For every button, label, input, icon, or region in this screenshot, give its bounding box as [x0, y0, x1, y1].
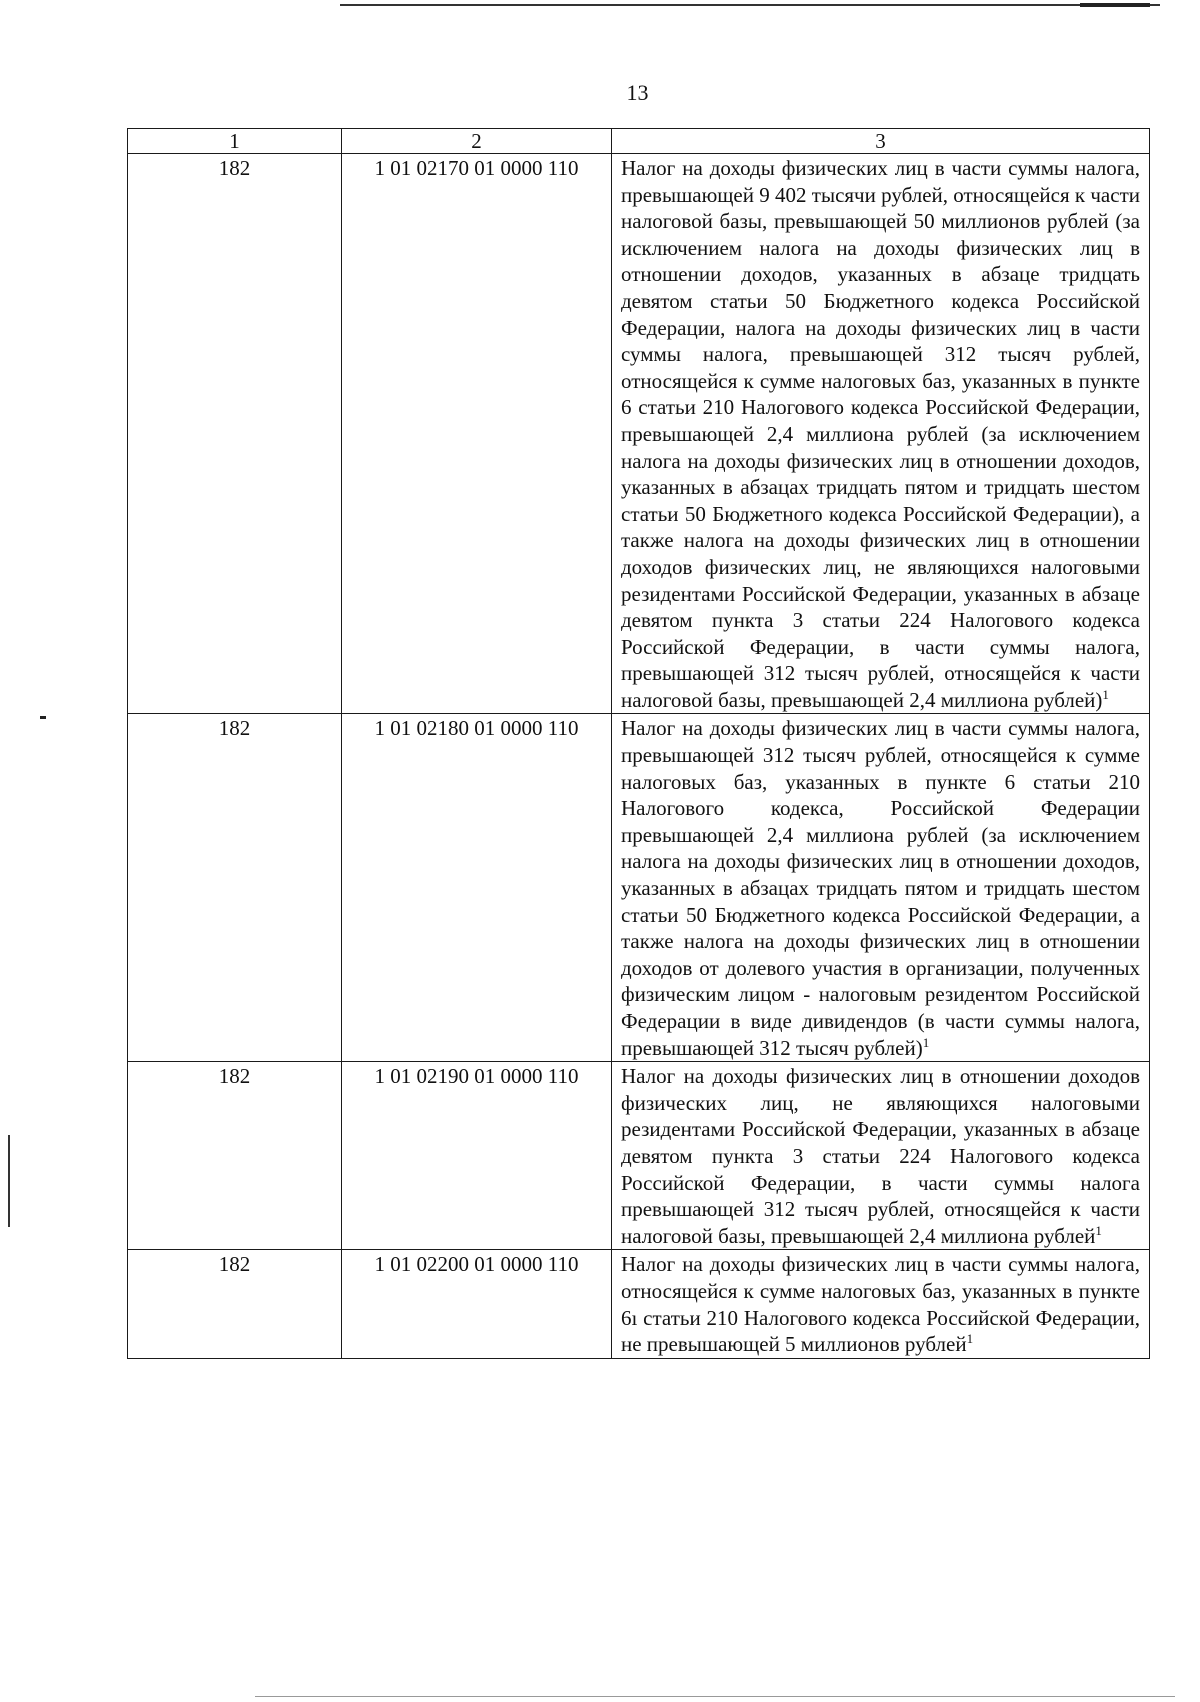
description-text: Налог на доходы физических лиц в части суммы налога, относящейся к сумме налоговых баз, указанных в пункте 6ı статьи 210 Налогового кодекса Российской Федерации, не превышающей 5 миллионов рублей [621, 1252, 1140, 1357]
description-cell [612, 1062, 1150, 1250]
admin-code-cell: 182 [128, 1062, 342, 1250]
description-text: Налог на доходы физических лиц в части суммы налога, превышающей 9 402 тысячи рублей, относящейся к части налоговой базы, превышающей 50 миллионов рублей (за исключением налога на доходы физических лиц в отношении доходов, указанных в абзаце тридцать девятом статьи 50 Бюджетного кодекса Российской Федерации, налога на доходы физических лиц в части суммы налога, превышающей 312 тысяч рублей, относящейся к сумме налоговых баз, указанных в пункте 6 статьи 210 Налогового кодекса Российской Федерации, превышающей 2,4 миллиона рублей (за исключением налога на доходы физических лиц в отношении доходов, указанных в абзацах тридцать пятом и тридцать шестом статьи 50 Бюджетного кодекса Российской Федерации), а также налога на доходы физических лиц в отношении доходов физических лиц, не являющихся налоговыми резидентами Российской Федерации, указанных в абзаце девятом пункта 3 статьи 224 Налогового кодекса Российской Федерации, в части суммы налога, превышающей 312 тысяч рублей, относящейся к части налоговой базы, превышающей 2,4 миллиона рублей) [621, 156, 1140, 712]
footnote-marker: 1 [922, 1034, 930, 1050]
table-row [128, 1250, 1150, 1358]
scan-edge-mark-top [1080, 3, 1150, 7]
footnote-marker: 1 [966, 1331, 974, 1347]
description-cell [612, 1250, 1150, 1358]
column-header-2: 2 [342, 129, 612, 154]
description-cell [612, 714, 1150, 1062]
kbk-code-cell: 1 01 02170 01 0000 110 [342, 154, 612, 714]
kbk-code-cell: 1 01 02180 01 0000 110 [342, 714, 612, 1062]
table-body [128, 154, 1150, 1359]
admin-code-cell: 182 [128, 714, 342, 1062]
kbk-code-cell: 1 01 02190 01 0000 110 [342, 1062, 612, 1250]
scan-edge-bar-left [8, 1135, 10, 1227]
footnote-marker: 1 [1102, 686, 1109, 702]
table-row [128, 154, 1150, 714]
admin-code-cell: 182 [128, 154, 342, 714]
admin-code-cell: 182 [128, 1250, 342, 1358]
description-text: Налог на доходы физических лиц в отношении доходов физических лиц, не являющихся налоговыми резидентами Российской Федерации, указанных в абзаце девятом пункта 3 статьи 224 Налогового кодекса Российской Федерации, в части суммы налога превышающей 312 тысяч рублей, относящейся к части налоговой базы, превышающей 2,4 миллиона рублей [621, 1064, 1140, 1248]
description-cell [612, 154, 1150, 714]
scan-mark-left [40, 716, 46, 719]
footnote-marker: 1 [1095, 1222, 1102, 1238]
page-number: 13 [626, 80, 649, 105]
scan-edge-line-bottom [255, 1696, 1175, 1697]
column-header-1: 1 [128, 129, 342, 154]
budget-classification-table [127, 128, 1150, 1359]
table-row [128, 714, 1150, 1062]
table-header [128, 129, 1150, 154]
description-text: Налог на доходы физических лиц в части суммы налога, превышающей 312 тысяч рублей, относящейся к сумме налоговых баз, указанных в пункте 6 статьи 210 Налогового кодекса, Российской Федерации превышающей 2,4 миллиона рублей (за исключением налога на доходы физических лиц в отношении доходов, указанных в абзацах тридцать пятом и тридцать шестом статьи 50 Бюджетного кодекса Российской Федерации, а также налога на доходы физических лиц в отношении доходов от долевого участия в организации, полученных физическим лицом - налоговым резидентом Российской Федерации в виде дивидендов (в части суммы налога, превышающей 312 тысяч рублей) [621, 716, 1140, 1060]
kbk-code-cell: 1 01 02200 01 0000 110 [342, 1250, 612, 1358]
column-header-3: 3 [612, 129, 1150, 154]
scan-edge-line-top [340, 4, 1160, 6]
header-row [128, 129, 1150, 154]
table-row [128, 1062, 1150, 1250]
